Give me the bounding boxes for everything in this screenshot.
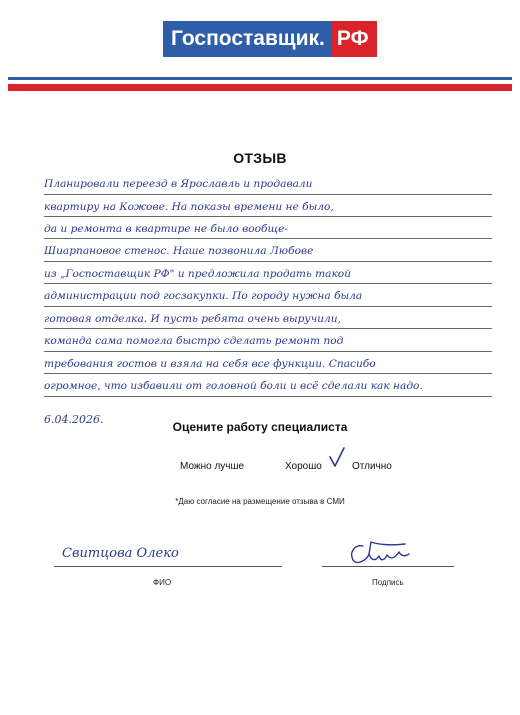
rating-option-excellent[interactable]: Отлично bbox=[352, 461, 392, 472]
review-rule bbox=[44, 396, 492, 397]
form-title: ОТЗЫВ bbox=[233, 150, 287, 166]
review-line: Шиарпановое стенос. Наше позвонила Любове bbox=[44, 245, 314, 257]
review-rule bbox=[44, 351, 492, 352]
review-rule bbox=[44, 306, 492, 307]
review-rule bbox=[44, 194, 492, 195]
header-blue-band bbox=[8, 77, 512, 80]
fio-line bbox=[54, 566, 282, 567]
rating-option-can-be-better[interactable]: Можно лучше bbox=[180, 461, 245, 472]
review-rule bbox=[44, 373, 492, 374]
consent-text: *Даю согласие на размещение отзыва в СМИ bbox=[175, 497, 345, 506]
review-rule bbox=[44, 283, 492, 284]
logo-main-text: Госпоставщик. bbox=[163, 21, 331, 57]
header-red-band bbox=[8, 84, 512, 91]
review-rule bbox=[44, 328, 492, 329]
rating-title: Оцените работу специалиста bbox=[172, 420, 348, 434]
logo-suffix-text: РФ bbox=[331, 21, 377, 57]
signature-line bbox=[322, 566, 454, 567]
rating-option-good[interactable]: Хорошо bbox=[285, 461, 322, 472]
checkmark-icon bbox=[328, 446, 346, 468]
brand-logo bbox=[163, 21, 377, 57]
review-line: Планировали переезд в Ярославль и продавали bbox=[44, 178, 313, 190]
review-line: готовая отделка. И пусть ребята очень выручили, bbox=[44, 313, 341, 325]
fio-handwritten: Свитцова Олеко bbox=[62, 546, 179, 561]
review-rule bbox=[44, 238, 492, 239]
review-line: команда сама помогла быстро сделать ремонт под bbox=[44, 335, 344, 347]
review-rule bbox=[44, 216, 492, 217]
review-line: из „Госпоставщик РФ" и предложила продать такой bbox=[44, 268, 352, 280]
review-line: администрации под госзакупки. По городу нужна была bbox=[44, 290, 363, 302]
review-rule bbox=[44, 261, 492, 262]
fio-label: ФИО bbox=[153, 578, 172, 587]
signature-label: Подпись bbox=[372, 578, 404, 587]
review-line: квартиру на Кожове. На показы времени не было, bbox=[44, 201, 334, 213]
review-date: 6.04.2026. bbox=[44, 413, 104, 426]
signature-mark bbox=[343, 538, 413, 568]
review-line: да и ремонта в квартире не было вообще- bbox=[44, 223, 288, 235]
review-line: огромное, что избавили от головной боли и всё сделали как надо. bbox=[44, 380, 423, 392]
review-line: требования гостов и взяла на себя все функции. Спасибо bbox=[44, 358, 376, 370]
